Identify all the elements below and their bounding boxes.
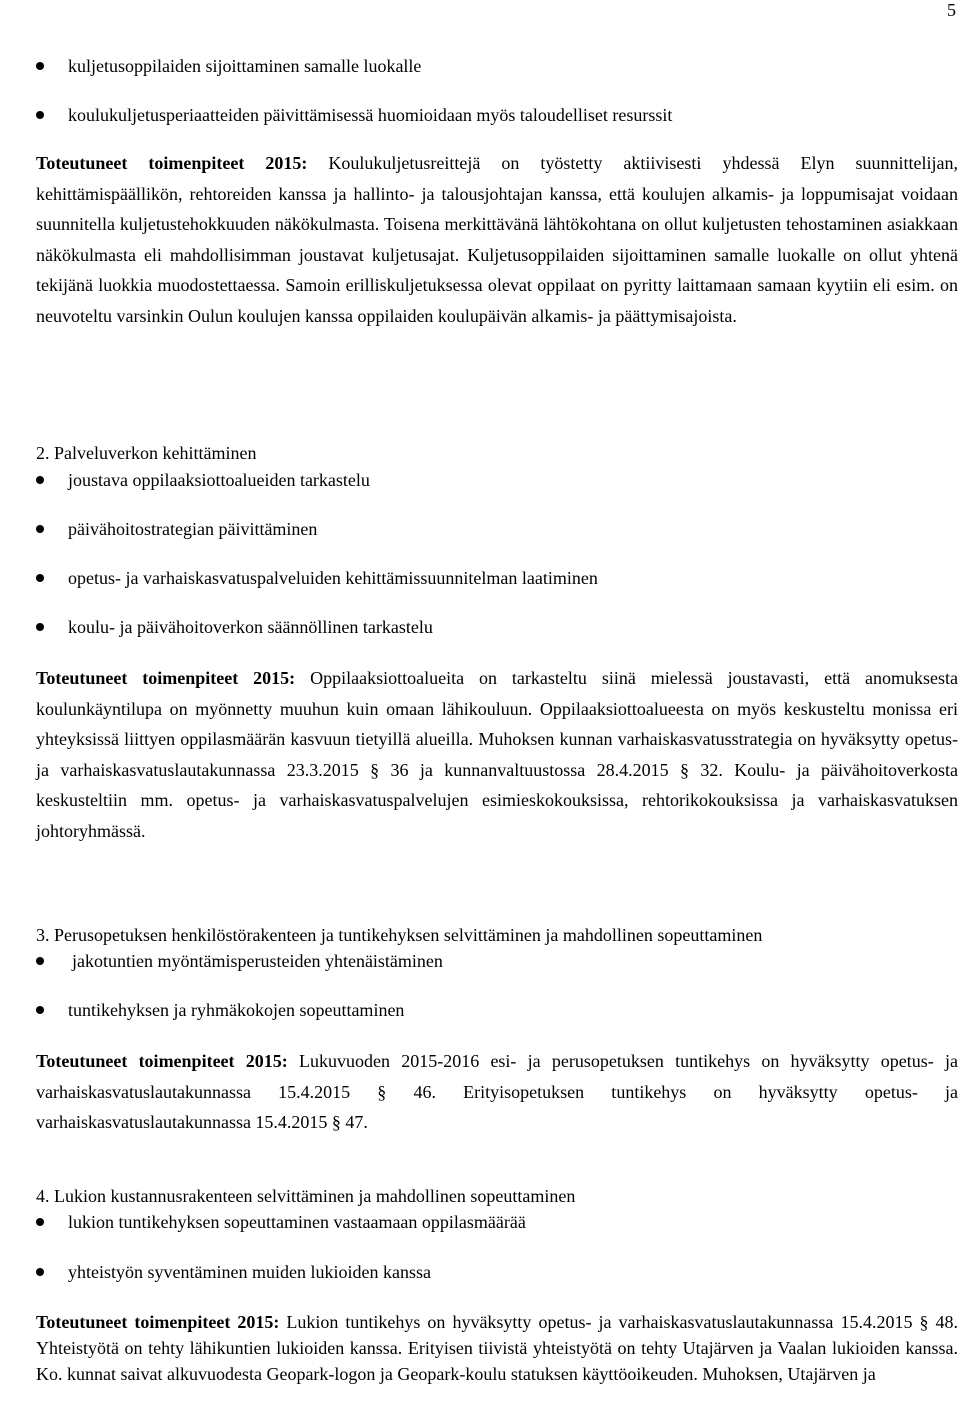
section-heading: 2. Palveluverkon kehittäminen (36, 443, 257, 463)
bullet-icon (36, 1006, 44, 1014)
paragraph-kuljetukset (36, 148, 958, 332)
paragraph-text: Lukion tuntikehys on hyväksytty opetus- ja varhaiskasvatuslautakunnassa 15.4.2015 § 48. Yhteistyötä on tehty lähikuntien lukioiden kanssa. Erityisen tiivistä yhteistyötä on tehty Utajärven ja Vaalan lukioiden kanssa. Ko. kunnat saivat alkuvuodesta Geopark-logon ja Geopark-koulu statuksen käyttöoikeuden. Muhoksen, Utajärven ja (36, 1312, 958, 1385)
list-item-text: tuntikehyksen ja ryhmäkokojen sopeuttaminen (68, 1000, 405, 1020)
list-item-text: kuljetusoppilaiden sijoittaminen samalle luokalle (68, 56, 422, 76)
bullet-icon (36, 623, 44, 631)
paragraph-lead: Toteutuneet toimenpiteet 2015: (36, 1051, 299, 1071)
section-heading: 3. Perusopetuksen henkilöstörakenteen ja tuntikehyksen selvittäminen ja mahdollinen sopeuttaminen (36, 925, 763, 945)
page-number: 5 (947, 0, 956, 20)
paragraph-lead: Toteutuneet toimenpiteet 2015: (36, 1312, 287, 1332)
paragraph-lukio (36, 1309, 958, 1388)
list-item-text: joustava oppilaaksiottoalueiden tarkastelu (68, 470, 370, 490)
bullet-icon (36, 1268, 44, 1276)
paragraph-palveluverkko (36, 663, 958, 847)
paragraph-text: Koulukuljetusreittejä on työstetty aktiivisesti yhdessä Elyn suunnittelijan, kehittämispäällikön, rehtoreiden kanssa ja hallinto- ja talousjohtajan kanssa, että koulujen alkamis- ja loppumisajat voidaan suunnitella kuljetustehokkuuden näkökulmasta. Toisena merkittävänä lähtökohtana on ollut kuljetusten tehostaminen asiakkaan näkökulmasta eli mahdollisimman joustavat kuljetusajat. Kuljetusoppilaiden sijoittaminen samalle luokalle on ollut yhtenä tekijänä luokkia muodostettaessa. Samoin erilliskuljetuksessa olevat oppilaat on pyritty laittamaan samaan kyytiin eli esim. on neuvoteltu varsinkin Oulun koulujen kanssa oppilaiden koulupäivän alkamis- ja päättymisajoista. (36, 153, 958, 326)
bullet-icon (36, 476, 44, 484)
list-item-text: opetus- ja varhaiskasvatuspalveluiden kehittämissuunnitelman laatiminen (68, 568, 598, 588)
paragraph-text: Oppilaaksiottoalueita on tarkasteltu siinä mielessä joustavasti, että anomuksesta koulunkäyntilupa on myönnetty muuhun kuin omaan lähikouluun. Oppilaaksiottoalueesta on myös keskusteltu monissa eri yhteyksissä liittyen oppilasmäärän kasvuun tietyillä alueilla. Muhoksen kunnan varhaiskasvatusstrategia on hyväksytty opetus- ja varhaiskasvatuslautakunnassa 23.3.2015 § 36 ja kunnanvaltuustossa 28.4.2015 § 32. Koulu- ja päivähoitoverkosta keskusteltiin mm. opetus- ja varhaiskasvatuspalvelujen esimieskokouksissa, rehtorikokouksissa ja varhaiskasvatuksen johtoryhmässä. (36, 668, 958, 841)
bullet-icon (36, 525, 44, 533)
bullet-icon (36, 957, 44, 965)
list-item-text: koulukuljetusperiaatteiden päivittämisessä huomioidaan myös taloudelliset resurssit (68, 105, 673, 125)
list-item-text: koulu- ja päivähoitoverkon säännöllinen tarkastelu (68, 617, 433, 637)
section-heading: 4. Lukion kustannusrakenteen selvittäminen ja mahdollinen sopeuttaminen (36, 1186, 576, 1206)
paragraph-lead: Toteutuneet toimenpiteet 2015: (36, 153, 329, 173)
paragraph-lead: Toteutuneet toimenpiteet 2015: (36, 668, 311, 688)
bullet-icon (36, 574, 44, 582)
list-item-text: jakotuntien myöntämisperusteiden yhtenäistäminen (72, 951, 443, 971)
paragraph-perusopetus (36, 1046, 958, 1138)
bullet-icon (36, 111, 44, 119)
bullet-icon (36, 1218, 44, 1226)
paragraph-text: Lukuvuoden 2015-2016 esi- ja perusopetuksen tuntikehys on hyväksytty opetus- ja varhaiskasvatuslautakunnassa 15.4.2015 § 46. Erityisopetuksen tuntikehys on hyväksytty opetus- ja varhaiskasvatuslautakunnassa 15.4.2015 § 47. (36, 1051, 958, 1133)
list-item-text: yhteistyön syventäminen muiden lukioiden kanssa (68, 1262, 431, 1282)
bullet-icon (36, 62, 44, 70)
list-item-text: lukion tuntikehyksen sopeuttaminen vastaamaan oppilasmäärää (68, 1212, 526, 1232)
list-item-text: päivähoitostrategian päivittäminen (68, 519, 318, 539)
